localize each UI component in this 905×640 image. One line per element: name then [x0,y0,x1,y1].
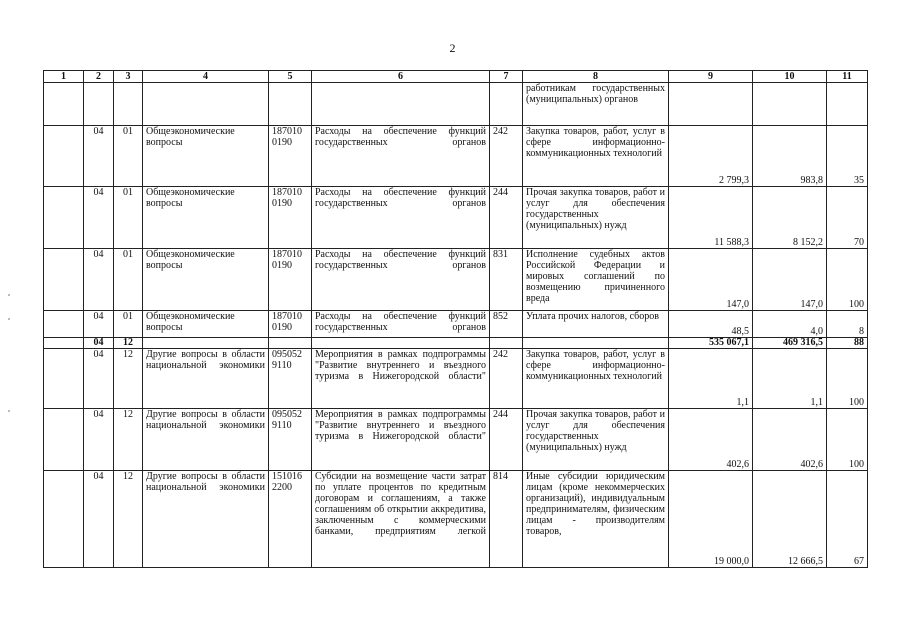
table-row [44,249,868,311]
expense-purpose: Расходы на обеспечение функций государственных органов [312,126,490,187]
expense-type-code: 242 [490,126,523,187]
table-row [44,126,868,187]
expense-type-code: 852 [490,311,523,338]
expense-type-name: работникам государственных (муниципальных) органов [523,83,669,126]
actual-amount: 8 152,2 [753,187,827,249]
table-row [44,349,868,409]
table-row [44,409,868,471]
expense-purpose [312,83,490,126]
table-row [44,187,868,249]
expense-type-code: 244 [490,409,523,471]
target-code [269,83,312,126]
subsection-code: 01 [114,311,143,338]
execution-percent [827,83,868,126]
header-cell: 5 [269,71,312,83]
execution-percent: 100 [827,409,868,471]
actual-amount: 469 316,5 [753,338,827,349]
section-code: 04 [84,349,114,409]
expense-type-code [490,83,523,126]
subsection-code: 01 [114,126,143,187]
subsection-code [114,83,143,126]
section-code: 04 [84,311,114,338]
target-code: 151016 2200 [269,471,312,568]
table-row [44,311,868,338]
scan-speck [8,318,10,320]
planned-amount: 1,1 [669,349,753,409]
actual-amount [753,83,827,126]
page-number: 2 [449,41,456,55]
execution-percent: 100 [827,349,868,409]
expense-purpose: Субсидии на возмещение части затрат по уплате процентов по кредитным договорам и соглашениям, а также соглашениям об открытии аккредитива, заключенным с коммерческими банками, предприятиям легкой [312,471,490,568]
section-name [143,338,269,349]
execution-percent: 70 [827,187,868,249]
section-code [84,83,114,126]
execution-percent: 8 [827,311,868,338]
section-code: 04 [84,187,114,249]
execution-percent: 67 [827,471,868,568]
planned-amount: 48,5 [669,311,753,338]
target-code: 187010 0190 [269,249,312,311]
actual-amount: 1,1 [753,349,827,409]
planned-amount: 19 000,0 [669,471,753,568]
expense-type-code: 244 [490,187,523,249]
expense-type-name: Уплата прочих налогов, сборов [523,311,669,338]
actual-amount: 12 666,5 [753,471,827,568]
execution-percent: 100 [827,249,868,311]
execution-percent: 88 [827,338,868,349]
subsection-code: 12 [114,349,143,409]
header-cell: 11 [827,71,868,83]
expense-type-code: 831 [490,249,523,311]
section-code: 04 [84,126,114,187]
target-code: 095052 9110 [269,409,312,471]
subsection-code: 01 [114,249,143,311]
header-cell: 3 [114,71,143,83]
subsection-code: 12 [114,338,143,349]
header-cell: 4 [143,71,269,83]
subtotal-row [44,338,868,349]
planned-amount: 535 067,1 [669,338,753,349]
section-name: Общеэкономические вопросы [143,249,269,311]
actual-amount: 983,8 [753,126,827,187]
target-code: 187010 0190 [269,126,312,187]
header-cell: 8 [523,71,669,83]
actual-amount: 402,6 [753,409,827,471]
header-cell: 7 [490,71,523,83]
expense-type-name: Закупка товаров, работ, услуг в сфере информационно-коммуникационных технологий [523,349,669,409]
expense-type-name: Исполнение судебных актов Российской Федерации и мировых соглашений по возмещению причиненного вреда [523,249,669,311]
section-name: Общеэкономические вопросы [143,311,269,338]
section-code: 04 [84,249,114,311]
planned-amount: 402,6 [669,409,753,471]
section-code: 04 [84,409,114,471]
table-header-row [44,71,868,83]
expense-type-name: Прочая закупка товаров, работ и услуг для обеспечения государственных (муниципальных) нужд [523,187,669,249]
section-name: Общеэкономические вопросы [143,187,269,249]
expense-purpose: Мероприятия в рамках подпрограммы "Развитие внутреннего и въездного туризма в Нижегородской области" [312,349,490,409]
actual-amount: 147,0 [753,249,827,311]
expense-type-code: 242 [490,349,523,409]
section-name [143,83,269,126]
section-name: Общеэкономические вопросы [143,126,269,187]
planned-amount: 2 799,3 [669,126,753,187]
planned-amount: 147,0 [669,249,753,311]
section-name: Другие вопросы в области национальной экономики [143,349,269,409]
header-cell: 6 [312,71,490,83]
expense-type-name: Иные субсидии юридическим лицам (кроме некоммерческих организаций), индивидуальным предпринимателям, физическим лицам - производителям товаров, [523,471,669,568]
expense-type-name [523,338,669,349]
expense-purpose [312,338,490,349]
section-code: 04 [84,471,114,568]
expense-purpose: Расходы на обеспечение функций государственных органов [312,187,490,249]
planned-amount [669,83,753,126]
planned-amount: 11 588,3 [669,187,753,249]
expense-type-code: 814 [490,471,523,568]
expense-purpose: Расходы на обеспечение функций государственных органов [312,311,490,338]
header-cell: 10 [753,71,827,83]
scan-speck [8,294,10,296]
subsection-code: 01 [114,187,143,249]
subsection-code: 12 [114,471,143,568]
budget-table [43,70,868,568]
table-row [44,471,868,568]
expense-type-name: Прочая закупка товаров, работ и услуг для обеспечения государственных (муниципальных) нужд [523,409,669,471]
execution-percent: 35 [827,126,868,187]
target-code [269,338,312,349]
subsection-code: 12 [114,409,143,471]
expense-type-code [490,338,523,349]
target-code: 187010 0190 [269,187,312,249]
table-row [44,83,868,126]
section-code: 04 [84,338,114,349]
header-cell: 1 [44,71,84,83]
expense-purpose: Расходы на обеспечение функций государственных органов [312,249,490,311]
expense-type-name: Закупка товаров, работ, услуг в сфере информационно-коммуникационных технологий [523,126,669,187]
scan-speck [8,410,10,412]
target-code: 187010 0190 [269,311,312,338]
section-name: Другие вопросы в области национальной экономики [143,471,269,568]
expense-purpose: Мероприятия в рамках подпрограммы "Развитие внутреннего и въездного туризма в Нижегородской области" [312,409,490,471]
actual-amount: 4,0 [753,311,827,338]
header-cell: 2 [84,71,114,83]
section-name: Другие вопросы в области национальной экономики [143,409,269,471]
header-cell: 9 [669,71,753,83]
target-code: 095052 9110 [269,349,312,409]
